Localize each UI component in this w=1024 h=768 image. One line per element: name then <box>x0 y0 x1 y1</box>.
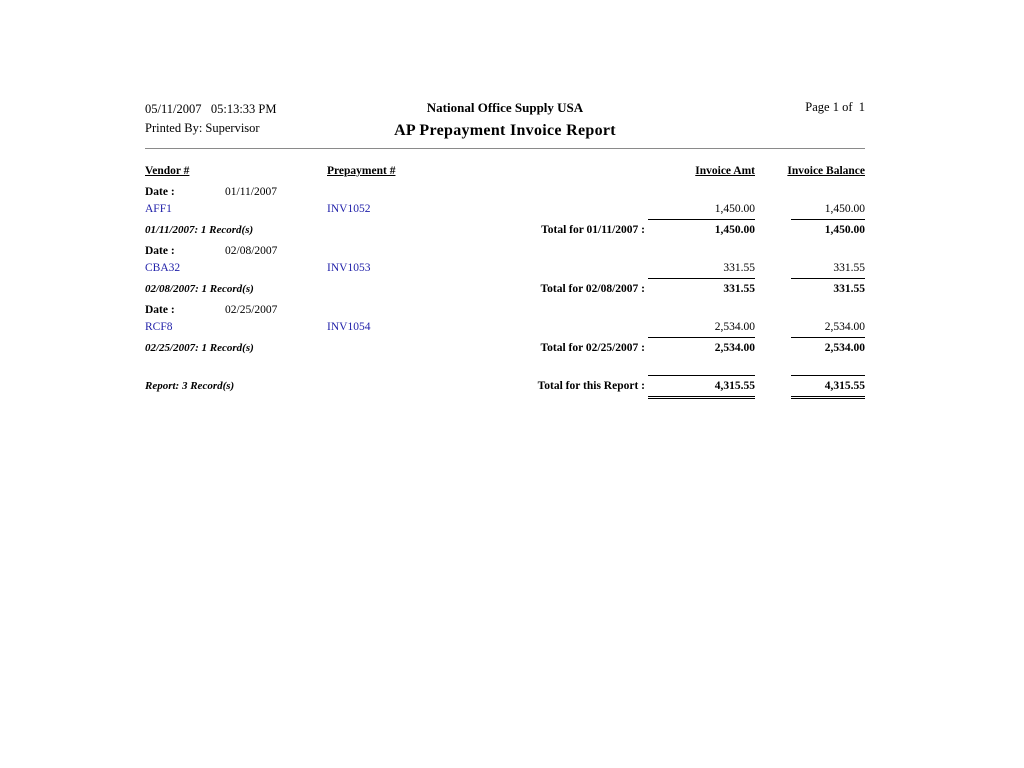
prepayment-number: INV1053 <box>327 262 371 274</box>
vendor-code: AFF1 <box>145 203 172 215</box>
group-total-label: Total for 02/25/2007 : <box>540 342 645 354</box>
date-value: 02/08/2007 <box>225 245 278 257</box>
date-value: 02/25/2007 <box>225 304 278 316</box>
group-total-label: Total for 01/11/2007 : <box>541 224 645 236</box>
group-total-balance: 331.55 <box>791 278 865 298</box>
print-datetime: 05/11/2007 05:13:33 PM <box>145 102 277 116</box>
invoice-balance: 2,534.00 <box>824 321 865 333</box>
header-rule <box>145 148 865 149</box>
vendor-code: CBA32 <box>145 262 181 274</box>
column-header-vendor: Vendor # <box>145 165 190 177</box>
group-total-amt: 2,534.00 <box>648 337 755 357</box>
report-total-amt: 4,315.55 <box>648 375 755 399</box>
invoice-row <box>145 260 865 277</box>
printed-by: Printed By: Supervisor <box>145 121 260 135</box>
report-header <box>145 100 865 144</box>
column-header-row <box>145 163 865 180</box>
date-row <box>145 243 865 260</box>
report-title: AP Prepayment Invoice Report <box>394 122 616 139</box>
report-record-count: Report: 3 Record(s) <box>145 380 235 392</box>
invoice-amt: 1,450.00 <box>714 203 755 215</box>
vendor-code: RCF8 <box>145 321 173 333</box>
date-label: Date : <box>145 186 175 198</box>
group-total-balance: 2,534.00 <box>791 337 865 357</box>
report-total-row <box>145 375 865 399</box>
group-total-label: Total for 02/08/2007 : <box>540 283 645 295</box>
invoice-amt: 2,534.00 <box>714 321 755 333</box>
invoice-amt: 331.55 <box>723 262 755 274</box>
invoice-balance: 1,450.00 <box>824 203 865 215</box>
date-group <box>145 243 865 298</box>
group-total-row <box>145 337 865 357</box>
date-value: 01/11/2007 <box>225 186 277 198</box>
date-label: Date : <box>145 245 175 257</box>
page-number: Page 1 of 1 <box>805 100 865 114</box>
group-total-balance: 1,450.00 <box>791 219 865 239</box>
group-total-amt: 331.55 <box>648 278 755 298</box>
report-page <box>145 100 865 399</box>
report-total-label: Total for this Report : <box>537 380 645 392</box>
company-name: National Office Supply USA <box>426 100 584 115</box>
date-group <box>145 184 865 239</box>
date-row <box>145 302 865 319</box>
group-total-row <box>145 278 865 298</box>
group-total-row <box>145 219 865 239</box>
date-row <box>145 184 865 201</box>
invoice-row <box>145 201 865 218</box>
report-total-balance: 4,315.55 <box>791 375 865 399</box>
invoice-balance: 331.55 <box>833 262 865 274</box>
group-record-count: 02/25/2007: 1 Record(s) <box>145 342 254 354</box>
group-record-count: 01/11/2007: 1 Record(s) <box>145 224 254 236</box>
prepayment-number: INV1054 <box>327 321 371 333</box>
prepayment-number: INV1052 <box>327 203 371 215</box>
group-total-amt: 1,450.00 <box>648 219 755 239</box>
date-label: Date : <box>145 304 175 316</box>
invoice-row <box>145 319 865 336</box>
column-header-prepayment: Prepayment # <box>327 165 396 177</box>
column-header-invoice-amt: Invoice Amt <box>695 165 755 177</box>
date-group <box>145 302 865 357</box>
group-record-count: 02/08/2007: 1 Record(s) <box>145 283 254 295</box>
column-header-invoice-balance: Invoice Balance <box>787 165 865 177</box>
